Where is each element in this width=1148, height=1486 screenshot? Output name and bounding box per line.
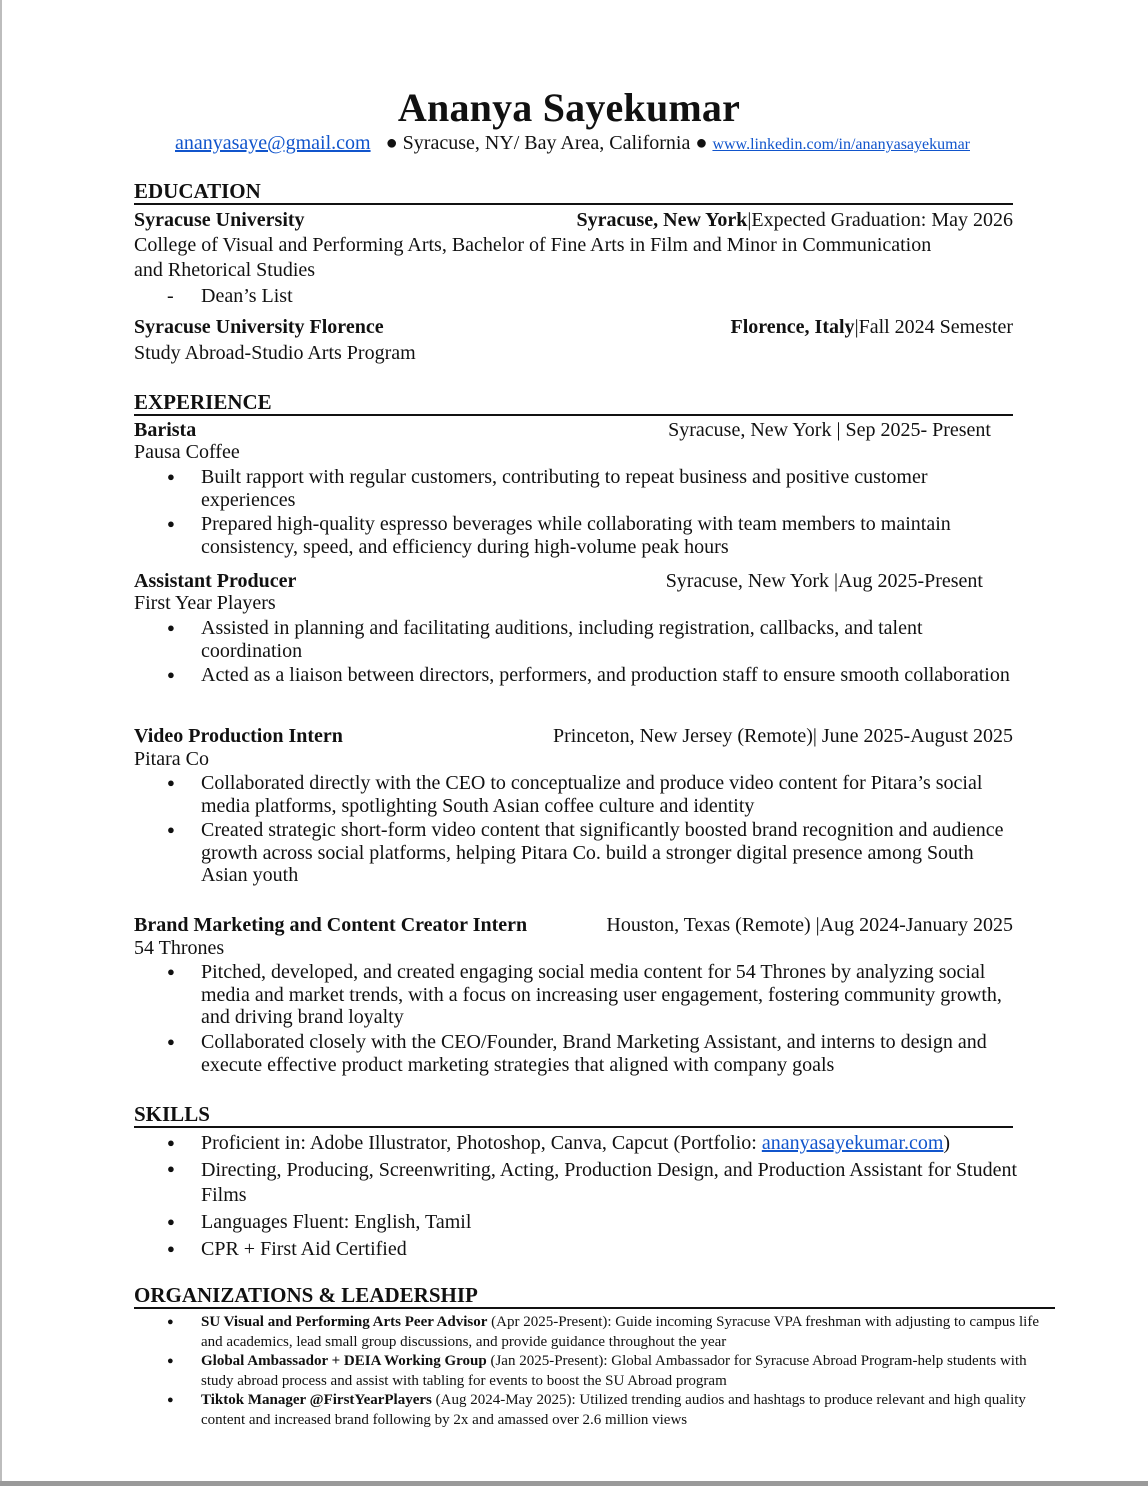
list-item-text: Assisted in planning and facilitating auditions, including registration, callbacks, and talent coordination [201,617,923,662]
school-name: Syracuse University [134,209,305,231]
school-meta [731,315,1013,339]
bullet-marker: ● [167,667,175,682]
education-entry-2-header [134,315,1013,339]
list-item [167,513,1017,558]
list-item [167,466,1017,511]
education-desc: Study Abroad-Studio Arts Program [134,342,416,364]
job-title: Video Production Intern [134,725,343,747]
list-item-text: Dean’s List [201,285,293,307]
bullet-marker: ● [167,1214,175,1229]
job-location: Syracuse, New York |Aug 2025-Present [665,570,983,592]
email-link[interactable]: ananyasaye@gmail.com [175,132,371,154]
list-item-text: Languages Fluent: English, Tamil [201,1211,472,1233]
education-heading: EDUCATION [134,180,1013,205]
list-item-text: Created strategic short-form video content that significantly boosted brand recognition and audience growth across social platforms, helping Pitara Co. build a stronger digital presence among South Asian youth [201,819,1004,886]
page-edge [0,1481,1148,1486]
skill-text: ) [943,1132,951,1154]
school-name: Syracuse University Florence [134,316,384,338]
bullet-marker: ● [167,1135,175,1150]
education-desc: and Rhetorical Studies [134,259,316,281]
job-header [134,418,1013,442]
bullet-marker: ● [167,1161,175,1176]
list-item [167,1352,1057,1391]
job-header [134,724,1013,748]
org-desc: (Aug 2024-May 2025): Utilized trending audios and hashtags to produce relevant and high quality content and increased brand following by 2x and amassed over 2.6 million views [201,1392,1026,1428]
list-item-text: Pitched, developed, and created engaging social media content for 54 Thrones by analyzing social media and market trends, with a focus on increasing user engagement, fostering community growth, and driving brand loyalty [201,961,1002,1028]
skill-text: Proficient in: Adobe Illustrator, Photoshop, Canva, Capcut (Portfolio: [201,1132,762,1154]
job-header [134,569,1013,593]
job-location: Syracuse, New York | Sep 2025- Present [668,419,991,441]
org-role: Global Ambassador + DEIA Working Group [201,1353,487,1369]
org-role: SU Visual and Performing Arts Peer Advisor [201,1314,488,1330]
job-company: 54 Thrones [134,937,225,959]
education-entry-1-header [134,208,1013,232]
list-item [167,819,1017,887]
list-item [167,1238,1017,1261]
organizations-heading: ORGANIZATIONS & LEADERSHIP [134,1284,1055,1309]
list-item [167,285,1017,308]
bullet-marker: ● [167,469,175,484]
job-header [134,913,1013,937]
list-item-text: Acted as a liaison between directors, performers, and production staff to ensure smooth collaboration [201,664,1010,686]
experience-heading: EXPERIENCE [134,391,1013,416]
list-item [167,664,1017,687]
list-item [167,961,1017,1029]
list-item [167,1313,1057,1352]
bullet-marker: ● [167,1355,174,1367]
org-desc: (Apr 2025-Present): Guide incoming Syracuse VPA freshman with adjusting to campus life and academics, lead small group discussions, and provide guidance throughout the year [201,1314,1039,1350]
contact-line [175,132,970,155]
job-company: Pitara Co [134,748,209,770]
school-place: Syracuse, New York [576,209,748,231]
list-item-text: Collaborated closely with the CEO/Founder, Brand Marketing Assistant, and interns to design and execute effective product marketing strategies that aligned with company goals [201,1031,987,1076]
bullet-marker: ● [167,822,175,837]
org-desc: (Jan 2025-Present): Global Ambassador for Syracuse Abroad Program-help students with study abroad process and assist with tabling for events to boost the SU Abroad program [201,1353,1027,1389]
job-company: First Year Players [134,592,276,614]
list-item-text [201,1313,1057,1352]
school-when: |Fall 2024 Semester [854,316,1013,338]
bullet-marker: ● [167,620,175,635]
job-location: Princeton, New Jersey (Remote)| June 2025-August 2025 [552,725,1013,747]
resume-name: Ananya Sayekumar [397,85,741,130]
list-item-text: Collaborated directly with the CEO to conceptualize and produce video content for Pitara’s social media platforms, spotlighting South Asian coffee culture and identity [201,772,983,817]
job-company: Pausa Coffee [134,441,240,463]
list-item-text [201,1391,1057,1430]
bullet-marker: ● [167,1034,175,1049]
portfolio-link[interactable]: ananyasayekumar.com [761,1132,944,1154]
list-item [167,1031,1017,1076]
job-title: Brand Marketing and Content Creator Intern [134,914,528,936]
list-item-text: Directing, Producing, Screenwriting, Acting, Production Design, and Production Assistant for Student Films [201,1159,1018,1206]
bullet-marker: ● [167,516,175,531]
list-item [167,1158,1017,1208]
bullet-marker: ● [167,1241,175,1256]
school-place: Florence, Italy [730,316,855,338]
bullet-marker: ● [167,1316,174,1328]
bullet-marker: ● [167,775,175,790]
skills-heading: SKILLS [134,1103,1013,1128]
org-role: Tiktok Manager @FirstYearPlayers [201,1392,432,1408]
dash-marker: - [167,285,174,307]
list-item [167,1211,1017,1234]
list-item [167,617,1017,662]
job-title: Barista [134,419,197,441]
list-item [167,1391,1057,1430]
list-item-text [201,1132,950,1155]
job-location: Houston, Texas (Remote) |Aug 2024-January 2025 [606,914,1013,936]
list-item [167,1132,1017,1155]
school-when: |Expected Graduation: May 2026 [747,209,1013,231]
linkedin-link[interactable]: www.linkedin.com/in/ananyasayekumar [712,136,970,153]
list-item-text: Prepared high-quality espresso beverages while collaborating with team members to maintain consistency, speed, and efficiency during high-volume peak hours [201,513,951,558]
education-desc: College of Visual and Performing Arts, Bachelor of Fine Arts in Film and Minor in Communication [134,234,932,256]
page-edge [0,0,2,1486]
list-item [167,772,1017,817]
bullet-marker: ● [167,964,175,979]
list-item-text: Built rapport with regular customers, contributing to repeat business and positive customer experiences [201,466,928,511]
list-item-text [201,1352,1057,1391]
bullet-marker: ● [167,1394,174,1406]
job-title: Assistant Producer [134,570,297,592]
list-item-text: CPR + First Aid Certified [201,1238,407,1260]
location-text: ● Syracuse, NY/ Bay Area, California ● [385,132,708,154]
school-meta [576,208,1013,232]
